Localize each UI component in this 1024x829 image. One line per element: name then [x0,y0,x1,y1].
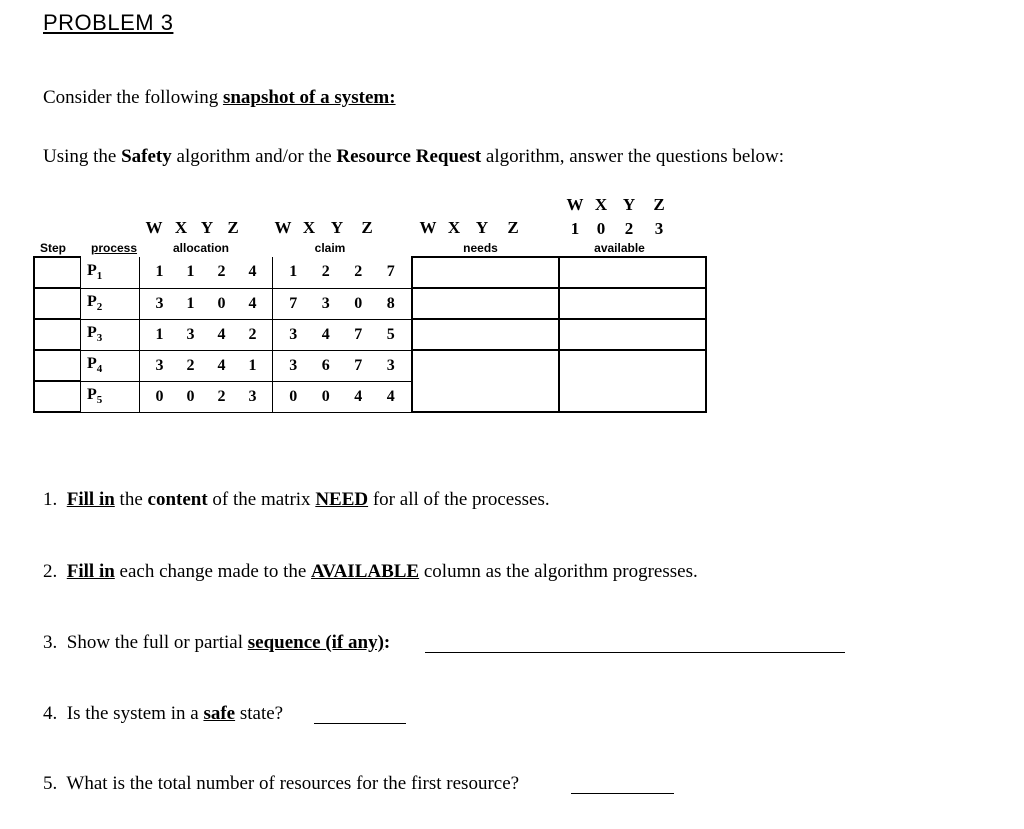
allocation-value: 2 [217,387,226,405]
claim-value: 7 [289,294,298,312]
allocation-value: 2 [217,263,226,281]
available-column-cell[interactable] [559,319,706,350]
intro-text: Consider the following [43,87,223,108]
step-cell[interactable] [34,257,81,288]
step-cell[interactable] [34,288,81,319]
question-5: 5. What is the total number of resources for the first resource? [43,773,520,794]
page-title: PROBLEM 3 [43,10,174,35]
claim-value: 3 [321,294,330,312]
allocation-value: 3 [155,294,164,312]
allocation-value: 1 [186,294,195,312]
process-cell: $P_4$ [81,350,140,381]
claim-value: 2 [321,263,330,281]
step-cell[interactable] [34,319,81,350]
claim-value: 0 [321,387,330,405]
needs-matrix-cell[interactable] [412,257,559,288]
allocation-value: 0 [186,387,195,405]
process-label: process [91,241,138,255]
claim-value: 1 [289,263,298,281]
claim-value: 8 [386,294,395,312]
claim-value: 3 [386,356,395,374]
intro-line [43,87,396,109]
question-4: 4. Is the system in a safe state? [43,703,284,724]
allocation-value: 4 [217,356,226,374]
step-cell[interactable] [34,350,81,381]
allocation-value: 1 [186,263,195,281]
claim-cell [273,257,413,288]
question-2: 2. Fill in each change made to the AVAILABLE column as the algorithm progresses. [43,561,698,582]
question-3: 3. Show the full or partial sequence (if any): [43,632,391,653]
needs-matrix-cell[interactable] [412,319,559,350]
claim-value: 0 [289,387,298,405]
total-resources-answer-blank[interactable] [571,793,674,794]
needs-label: needs [463,241,498,255]
allocation-value: 2 [186,356,195,374]
safety-term: Safety [121,146,172,167]
allocation-value: 3 [248,387,257,405]
step-label: Step [40,241,67,255]
intro-emphasis: snapshot of a system: [222,87,396,108]
allocation-resource-header: W X Y Z [145,218,239,237]
claim-value: 3 [289,325,298,343]
process-cell: $P_1$ [81,257,140,288]
claim-value: 0 [354,294,363,312]
allocation-value: 0 [155,387,164,405]
claim-label: claim [314,241,346,255]
claim-cell [273,381,413,412]
instruction-line [43,146,784,168]
available-column-cell[interactable] [559,350,706,412]
claim-value: 3 [289,356,298,374]
allocation-value: 0 [217,294,226,312]
claim-value: 2 [354,263,363,281]
claim-value: 7 [386,263,395,281]
snapshot-table [33,256,707,413]
allocation-cell [140,319,273,350]
process-cell: $P_3$ [81,319,140,350]
available-column-cell[interactable] [559,257,706,288]
claim-value: 5 [386,325,395,343]
claim-cell [273,288,413,319]
allocation-cell [140,257,273,288]
instruction-text-2: algorithm and/or the [171,146,337,167]
process-cell: $P_5$ [81,381,140,412]
claim-value: 7 [354,325,363,343]
needs-resource-header: W X Y Z [419,218,519,237]
allocation-value: 1 [155,263,164,281]
question-1: 1. Fill in the content of the matrix NEED for all of the processes. [43,489,550,510]
sequence-answer-blank[interactable] [425,652,845,653]
claim-value: 4 [321,325,330,343]
instruction-text-3: algorithm, answer the questions below: [481,146,785,167]
allocation-cell [140,350,273,381]
process-cell: $P_2$ [81,288,140,319]
claim-cell [273,350,413,381]
allocation-value: 1 [155,325,164,343]
allocation-value: 4 [248,294,257,312]
allocation-value: 4 [248,263,257,281]
allocation-value: 4 [217,325,226,343]
step-cell[interactable] [34,381,81,412]
instruction-text-1: Using the [43,146,122,167]
claim-value: 4 [354,387,363,405]
claim-value: 7 [354,356,363,374]
allocation-cell [140,381,273,412]
claim-cell [273,319,413,350]
table-row [34,257,706,288]
allocation-cell [140,288,273,319]
allocation-value: 2 [248,325,257,343]
resource-request-term: Resource Request [336,146,482,167]
table-row [34,319,706,350]
available-label: available [594,241,645,255]
table-row [34,350,706,381]
safe-state-answer-blank[interactable] [314,723,406,724]
needs-matrix-cell[interactable] [412,288,559,319]
allocation-label: allocation [172,241,229,255]
available-column-cell[interactable] [559,288,706,319]
initial-available-values: 1 0 2 3 [570,219,664,238]
allocation-value: 3 [155,356,164,374]
claim-value: 4 [386,387,395,405]
claim-resource-header: W X Y Z [274,218,373,237]
available-resource-header: W X Y Z [566,195,665,214]
claim-value: 6 [321,356,330,374]
table-row [34,288,706,319]
allocation-value: 3 [186,325,195,343]
allocation-value: 1 [248,356,257,374]
needs-matrix-cell[interactable] [412,350,559,412]
